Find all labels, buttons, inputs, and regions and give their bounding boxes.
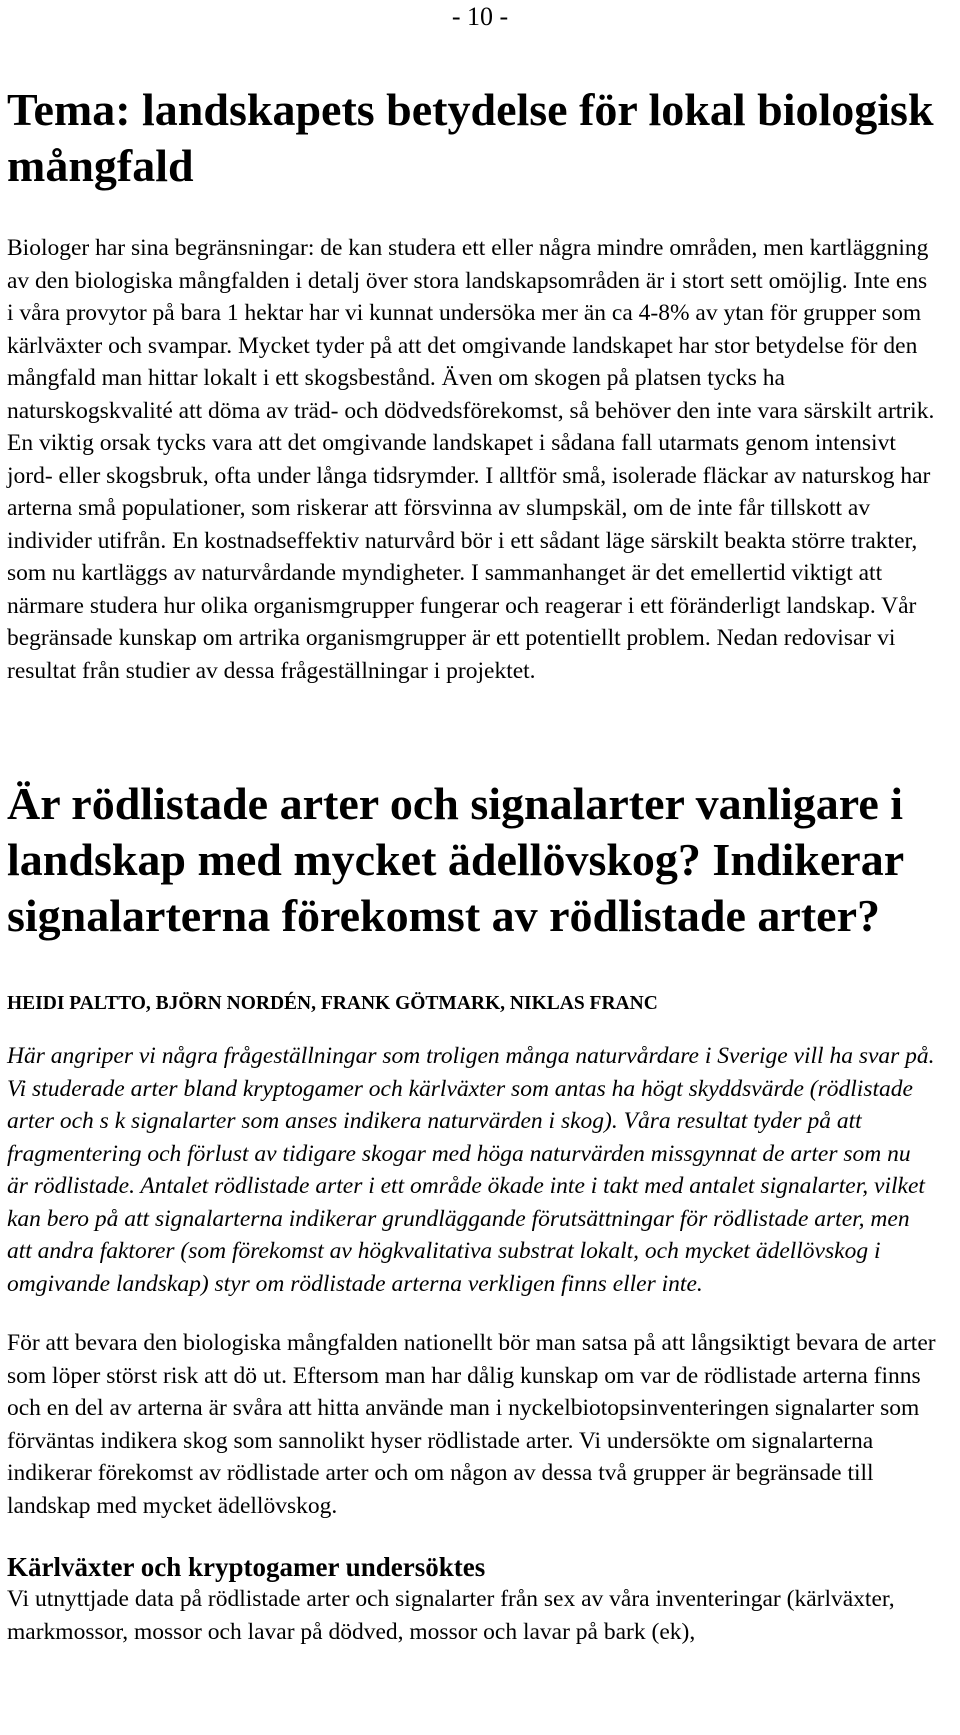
section-subheading: Kärlväxter och kryptogamer undersöktes <box>7 1552 486 1582</box>
author-list: HEIDI PALTTO, BJÖRN NORDÉN, FRANK GÖTMARK, NIKLAS FRANC <box>7 993 658 1014</box>
intro-paragraph: Biologer har sina begränsningar: de kan studera ett eller några mindre områden, men kartläggning av den biologiska mångfalden i detalj över stora landskapsområden är i stort sett omöjlig. Inte ens i våra provytor på bara 1 hektar har vi kunnat undersöka mer än ca 4-8% av ytan för grupper som kärlväxter och svampar. Mycket tyder på att det omgivande landskapet har stor betydelse för den mångfald man hittar lokalt i ett skogsbestånd. Även om skogen på platsen tycks ha naturskogskvalité att döma av träd- och dödvedsförekomst, så behöver den inte vara särskilt artrik. En viktig orsak tycks vara att det omgivande landskapet i sådana fall utarmats genom intensivt jord- eller skogsbruk, ofta under långa tidsrymder. I alltför små, isolerade fläckar av naturskog har arterna små populationer, som riskerar att försvinna av slumpskäl, om de inte får tillskott av individer utifrån. En kostnadseffektiv naturvård bör i ett sådant läge särskilt beakta större trakter, som nu kartläggs av naturvårdande myndigheter. I sammanhanget är det emellertid viktigt att närmare studera hur olika organismgrupper fungerar och reagerar i ett föränderligt landskap. Vår begränsade kunskap om artrika organismgrupper är ett potentiellt problem. Nedan redovisar vi resultat från studier av dessa frågeställningar i projektet. <box>7 235 935 684</box>
theme-heading: Tema: landskapets betydelse för lokal biologisk mångfald <box>7 84 934 191</box>
page-number: - 10 - <box>451 2 509 31</box>
body-paragraph: För att bevara den biologiska mångfalden nationellt bör man satsa på att långsiktigt bevara de arter som löper störst risk att dö ut. Eftersom man har dålig kunskap om var de rödlistade arterna finns och en del av arterna är svåra att hitta använde man i nyckelbiotopsinventeringen signalarter som förväntas indikera skog som sannolikt hyser rödlistade arter. Vi undersökte om signalarterna indikerar förekomst av rödlistade arter och om någon av dessa två grupper är begränsade till landskap med mycket ädellövskog. <box>7 1330 936 1519</box>
closing-paragraph: Vi utnyttjade data på rödlistade arter och signalarter från sex av våra inventeringar (kärlväxter, markmossor, mossor och lavar på dödved, mossor och lavar på bark (ek), <box>7 1586 895 1645</box>
document-body <box>7 82 937 1648</box>
abstract-paragraph: Här angriper vi några frågeställningar som troligen många naturvårdare i Sverige vill ha svar på. Vi studerade arter bland kryptogamer och kärlväxter som antas ha högt skyddsvärde (rödlistade arter och s k signalarter som anses indikera naturvärden i skog). Våra resultat tyder på att fragmentering och förlust av tidigare skogar med höga naturvärden missgynnat de arter som nu är rödlistade. Antalet rödlistade arter i ett område ökade inte i takt med antalet signalarter, vilket kan bero på att signalarterna indikerar grundläggande förutsättningar för rödlistade arter, men att andra faktorer (som förekomst av högkvalitativa substrat lokalt, och mycket ädellövskog i omgivande landskap) styr om rödlistade arterna verkligen finns eller inte. <box>7 1043 935 1297</box>
article-heading: Är rödlistade arter och signalarter vanligare i landskap med mycket ädellövskog? Indikerar signalarterna förekomst av rödlistade arter? <box>7 778 904 941</box>
